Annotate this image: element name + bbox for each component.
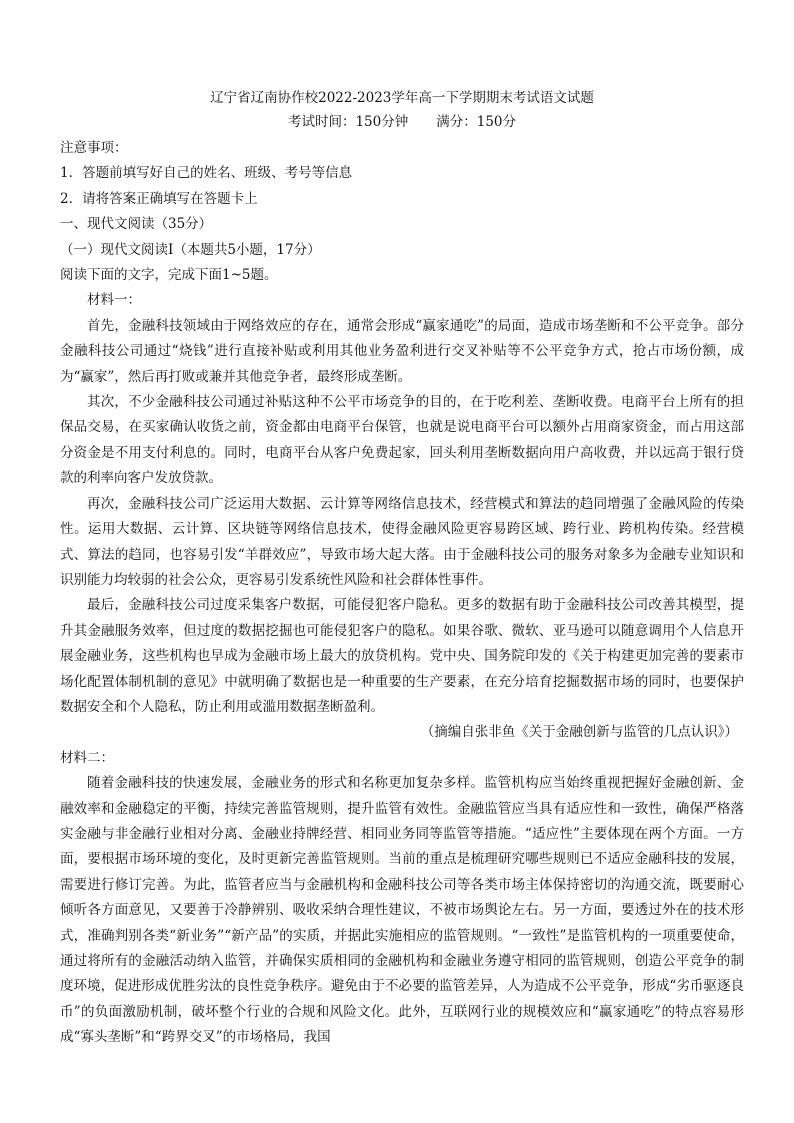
material-1-label: 材料一：	[87, 292, 141, 309]
material-1-paragraph-2: 其次，不少金融科技公司通过补贴这种不公平市场竞争的目的，在于吃利差、垄断收费。电商平台上所有的担保品交易，在买家确认收货之前，资金都由电商平台保管，也就是说电商平台可以额外占用商家资金，而占用这部分资金是不用支付利息的。同时，电商平台从客户免费起家，回头利用垄断数据向用户高收费，并以远高于银行贷款的利率向客户发放贷款。	[60, 394, 744, 487]
material-2-paragraph-1: 随着金融科技的快速发展，金融业务的形式和名称更加复杂多样。监管机构应当始终重视把握好金融创新、金融效率和金融稳定的平衡，持续完善监管规则，提升监管有效性。金融监管应当具有适应性和一致性，确保严格落实金融与非金融行业相对分离、金融业持牌经营、相同业务同等监管等措施。“适应性”主要体现在两个方面。一方面，要根据市场环境的变化，及时更新完善监管规则。当前的重点是梳理研究哪些规则已不适应金融科技的发展，需要进行修订完善。为此，监管者应当与金融机构和金融科技公司等各类市场主体保持密切的沟通交流，既要耐心倾听各方面意见，又要善于冷静辨别、吸收采纳合理性建议，不被市场舆论左右。另一方面，要透过外在的技术形式，准确判别各类“新业务”“新产品”的实质，并据此实施相应的监管规则。“一致性”是监管机构的一项重要使命，通过将所有的金融活动纳入监管，并确保实质相同的金融机构和金融业务遵守相同的监管规则，创造公平竞争的制度环境，促进形成优胜劣汰的良性竞争秩序。避免由于不必要的监管差异，人为造成不公平竞争，形成“劣币驱逐良币”的负面激励机制，破坏整个行业的合规和风险文化。此外，互联网行业的规模效应和“赢家通吃”的特点容易形成“寡头垄断”和“跨界交叉”的市场格局，我国	[60, 775, 744, 1046]
material-1-paragraph-4: 最后，金融科技公司过度采集客户数据，可能侵犯客户隐私。更多的数据有助于金融科技公司改善其模型，提升其金融服务效率，但过度的数据挖掘也可能侵犯客户的隐私。如果谷歌、微软、亚马逊可以随意调用个人信息开展金融业务，这些机构也早成为金融市场上最大的放贷机构。党中央、国务院印发的《关于构建更加完善的要素市场化配置体制机制的意见》中就明确了数据也是一种重要的生产要素，在充分培育挖掘数据市场的同时，也要保护数据安全和个人隐私，防止利用或滥用数据垄断盈利。	[60, 597, 744, 715]
exam-time: 考试时间：150分钟	[287, 114, 409, 130]
material-2-label: 材料二：	[60, 749, 114, 766]
notice-item-1: 1．答题前填写好自己的姓名、班级、考号等信息	[60, 165, 353, 182]
material-1-source: （摘编自张非鱼《关于金融创新与监管的几点认识》）	[420, 724, 738, 741]
reading-instruction: 阅读下面的文字，完成下面1~5题。	[60, 267, 278, 284]
exam-title: 辽宁省辽南协作校2022-2023学年高一下学期期末考试语文试题	[210, 90, 594, 106]
full-score: 满分：150分	[436, 114, 517, 130]
notice-heading: 注意事项：	[60, 140, 128, 156]
material-1-paragraph-1: 首先，金融科技领域由于网络效应的存在，通常会形成“赢家通吃”的局面，造成市场垄断和不公平竞争。部分金融科技公司通过“烧钱”进行直接补贴或利用其他业务盈利进行交叉补贴等不公平竞争方式，抢占市场份额，成为“赢家”，然后再打败或兼并其他竞争者，最终形成垄断。	[60, 317, 744, 385]
section-heading: 一、现代文阅读（35分）	[60, 216, 213, 233]
section-subheading: （一）现代文阅读Ⅰ（本题共5小题，17分）	[60, 241, 321, 258]
exam-meta	[60, 110, 744, 134]
material-1-paragraph-3: 再次，金融科技公司广泛运用大数据、云计算等网络信息技术，经营模式和算法的趋同增强了金融风险的传染性。运用大数据、云计算、区块链等网络信息技术，使得金融风险更容易跨区域、跨行业、跨机构传染。经营模式、算法的趋同，也容易引发“羊群效应”，导致市场大起大落。由于金融科技公司的服务对象多为金融专业知识和识别能力均较弱的社会公众，更容易引发系统性风险和社会群体性事件。	[60, 495, 744, 588]
notice-item-2: 2．请将答案正确填写在答题卡上	[60, 190, 258, 207]
